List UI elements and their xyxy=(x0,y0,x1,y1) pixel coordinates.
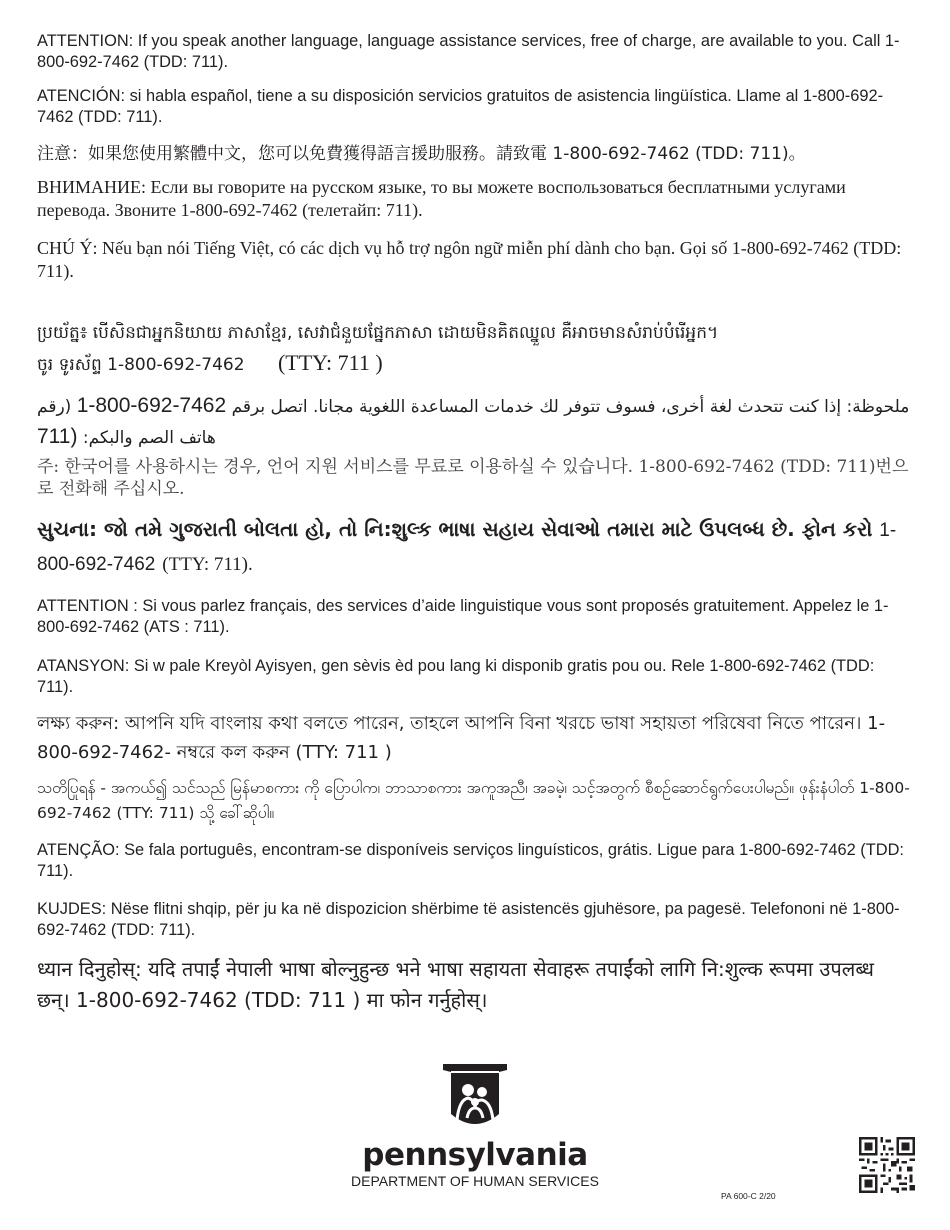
notice-russian: ВНИМАНИЕ: Если вы говорите на русском языке, то вы можете воспользоваться бесплатными услугами перевода. Звоните 1-800-692-7462 (телетайп: 711). xyxy=(37,177,846,220)
notice-arabic xyxy=(37,391,910,453)
notice-portuguese: ATENÇÃO: Se fala português, encontram-se disponíveis serviços linguísticos, grátis. Ligue para 1-800-692-7462 (TDD: 711). xyxy=(37,841,904,880)
notice-korean: 주: 한국어를 사용하시는 경우, 언어 지원 서비스를 무료로 이용하실 수 있습니다. 1-800-692-7462 (TDD: 711)번으로 전화해 주십시오. xyxy=(37,457,909,499)
arabic-tty-label: (رقم هاتف الصم والبكم: xyxy=(37,397,216,448)
khmer-call-number: ចូរ ទូរស័ព្ទ 1-800-692-7462 xyxy=(37,355,245,375)
keystone-family-icon xyxy=(441,1062,509,1134)
notice-gujarati xyxy=(37,513,910,581)
gujarati-number: 1-800-692-7462 xyxy=(37,520,897,575)
notice-nepali: ध्यान दिनुहोस्: यदि तपाईं नेपाली भाषा बोल्नुहुन्छ भने भाषा सहायता सेवाहरू तपाईंको लागि नि:शुल्क रूपमा उपलब्ध छन्। 1-800-692-7462 (TDD: 711 ) मा फोन गर्नुहोस्। xyxy=(37,957,874,1012)
notice-french: ATTENTION : Si vous parlez français, des services d’aide linguistique vous sont proposés gratuitement. Appelez le 1-800-692-7462 (ATS : 711). xyxy=(37,597,889,636)
arabic-text: ملحوظة: إذا كنت تتحدث لغة أخرى، فسوف تتوفر لك خدمات المساعدة اللغوية مجانا. اتصل برقم xyxy=(231,397,910,417)
notice-burmese: သတိပြုရန် - အကယ်၍ သင်သည် မြန်မာစကား ကို ပြောပါက၊ ဘာသာစကား အကူအညီ၊ အခမဲ့၊ သင့်အတွက် စီစဉ်ဆောင်ရွက်ပေးပါမည်။ ဖုန်းနံပါတ် 1-800-692-7462 (TTY: 711) သို့ ခေါ်ဆိုပါ။ xyxy=(37,779,910,822)
notice-khmer xyxy=(37,318,718,380)
arabic-tty-number: 711) xyxy=(37,425,78,448)
arabic-number: 1-800-692-7462 xyxy=(76,394,227,417)
gujarati-text: સુચના: જો તમે ગુજરાતી બોલતા હો, તો નિ:શુલ્ક ભાષા સહાય સેવાઓ તમારા માટે ઉપલબ્ધ છે. ફોન કરો xyxy=(37,517,873,541)
notice-haitian-creole: ATANSYON: Si w pale Kreyòl Ayisyen, gen sèvis èd pou lang ki disponib gratis pou ou. Rele 1-800-692-7462 (TDD: 711). xyxy=(37,657,875,696)
khmer-line-2 xyxy=(37,348,718,380)
brand-name: pennsylvania xyxy=(362,1137,588,1173)
pa-dhs-logo xyxy=(350,1062,600,1190)
notice-vietnamese: CHÚ Ý: Nếu bạn nói Tiếng Việt, có các dịch vụ hỗ trợ ngôn ngữ miễn phí dành cho bạn. Gọi số 1-800-692-7462 (TDD: 711). xyxy=(37,238,902,281)
khmer-tty: (TTY: 711 ) xyxy=(277,350,383,375)
department-name: DEPARTMENT OF HUMAN SERVICES xyxy=(351,1173,599,1189)
notice-spanish: ATENCIÓN: si habla español, tiene a su disposición servicios gratuitos de asistencia lingüística. Llame al 1-800-692-7462 (TDD: 711). xyxy=(37,87,884,126)
notice-english: ATTENTION: If you speak another language, language assistance services, free of charge, are available to you. Call 1-800-692-7462 (TDD: 711). xyxy=(37,32,900,71)
notice-chinese: 注意：如果您使用繁體中文，您可以免費獲得語言援助服務。請致電 1-800-692-7462 (TDD: 711)。 xyxy=(37,144,806,164)
notice-albanian: KUJDES: Nëse flitni shqip, për ju ka në dispozicion shërbime të asistencës gjuhësore, pa pagesë. Telefononi në 1-800-692-7462 (TDD: 711). xyxy=(37,900,900,939)
gujarati-tty: (TTY: 711). xyxy=(162,554,253,575)
notice-bengali: লক্ষ্য করুন: আপনি যদি বাংলায় কথা বলতে পারেন, তাহলে আপনি বিনা খরচে ভাষা সহায়তা পরিষেবা নিতে পারেন। 1-800-692-7462- নম্বরে কল করুন (TTY: 711 ) xyxy=(37,713,886,763)
qr-code-icon xyxy=(859,1137,915,1193)
khmer-line-1: ប្រយ័ត្ន៖ បើសិនជាអ្នកនិយាយ ភាសាខ្មែរ, សេវាជំនួយផ្នែកភាសា ដោយមិនគិតឈ្នួល គឺអាចមានសំរាប់បំរើអ្នក។ xyxy=(37,323,719,343)
form-code: PA 600-C 2/20 xyxy=(721,1191,776,1201)
